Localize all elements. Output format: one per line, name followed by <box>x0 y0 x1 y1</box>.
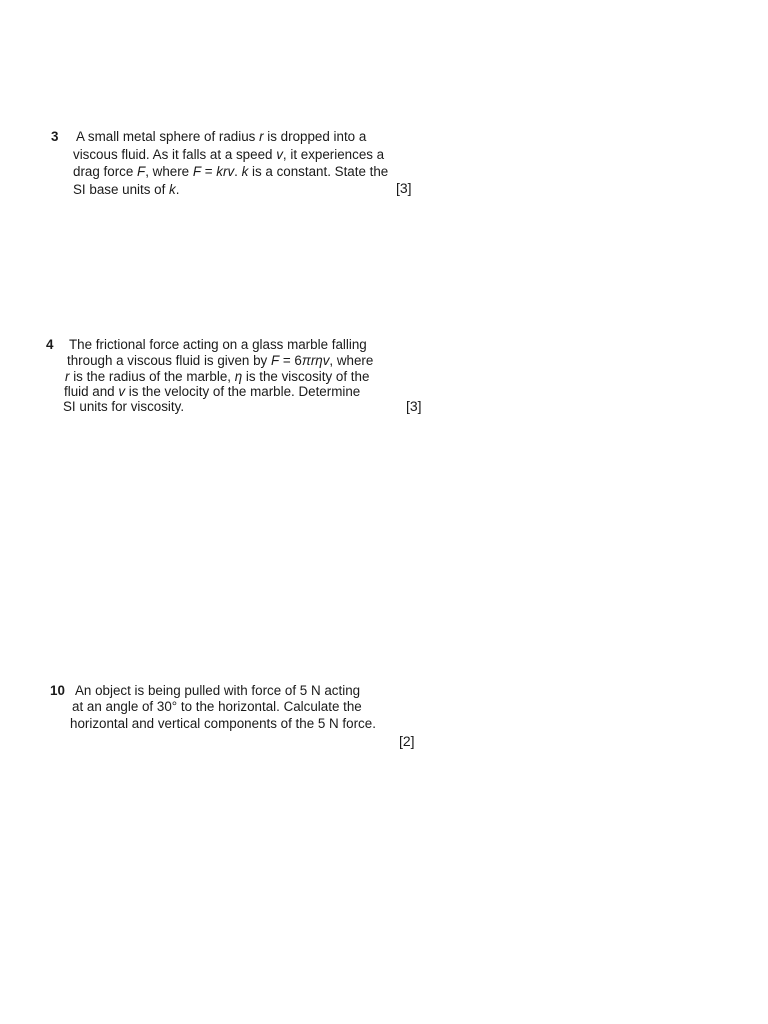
question-text-line: fluid and v is the velocity of the marble. Determine <box>64 384 361 399</box>
question-text-line: SI base units of k. <box>73 182 180 197</box>
question-text-line: at an angle of 30° to the horizontal. Calculate the <box>72 699 362 714</box>
question-text-line: through a viscous fluid is given by F = 6πrηv, where <box>67 353 374 368</box>
question-text-line: The frictional force acting on a glass marble falling <box>69 337 367 352</box>
question-text-line: An object is being pulled with force of 5 N acting <box>75 683 361 698</box>
question-text-line: viscous fluid. As it falls at a speed v, it experiences a <box>73 147 385 162</box>
question-number: 3 <box>51 129 59 144</box>
question-number: 10 <box>50 683 65 698</box>
question-text-line: A small metal sphere of radius r is dropped into a <box>76 129 367 144</box>
question-text-line: SI units for viscosity. <box>63 399 185 414</box>
question-text-line: drag force F, where F = krv. k is a constant. State the <box>73 164 389 179</box>
question-text-line: r is the radius of the marble, η is the viscosity of the <box>65 369 370 384</box>
marks-label: [3] <box>396 180 412 196</box>
marks-label: [3] <box>406 398 422 414</box>
question-number: 4 <box>46 337 54 352</box>
marks-label: [2] <box>399 733 415 749</box>
question-text-line: horizontal and vertical components of the 5 N force. <box>70 716 376 731</box>
